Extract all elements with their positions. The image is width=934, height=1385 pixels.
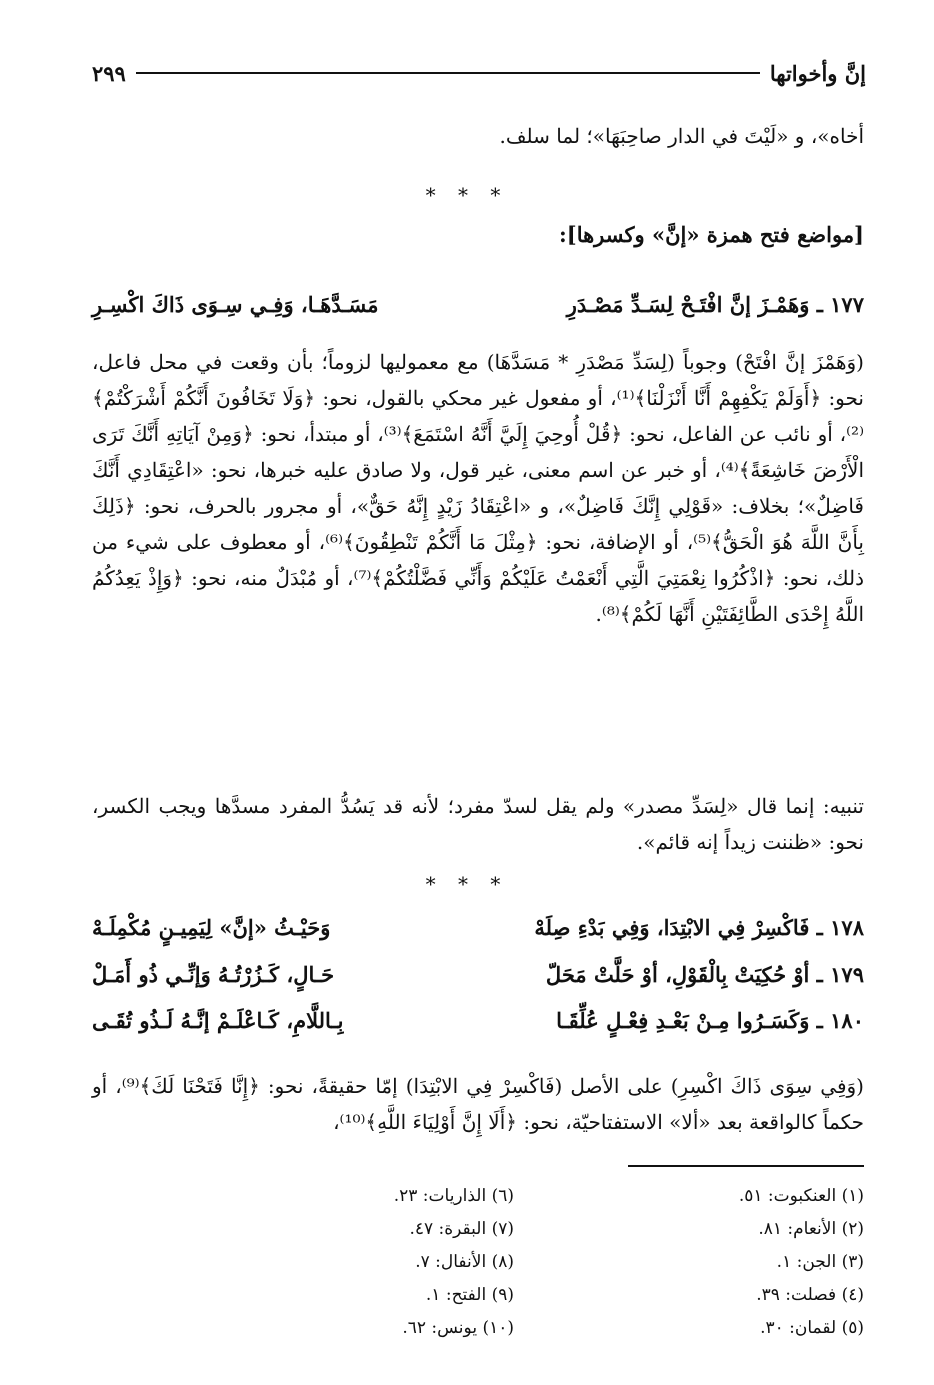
footnote: (٩) الفتح: ١. xyxy=(425,1285,514,1305)
section-separator-2: * * * xyxy=(425,872,509,896)
footnote-rule xyxy=(628,1165,864,1167)
header-rule xyxy=(136,72,760,74)
verse-179 xyxy=(92,962,864,998)
verse-178-first-hemistich: ١٧٨ ـ فَاكْسِرْ فِي الابْتِدَا، وَفِي بَدْءِ صِلَهْ xyxy=(534,915,864,940)
commentary-paragraph-2: (وَفِي سِوَى ذَاكَ اكْسِرِ) على الأصل (فَاكْسِرْ فِي الابْتِدَا) إمّا حقيقةً، نحو: ﴿إِنَّا فَتَحْنَا لَكَ﴾⁽⁹⁾، أو حكماً كالواقعة بعد «ألا» الاستفتاحيّة، نحو: ﴿أَلَا إِنَّ أَوْلِيَاءَ اللَّهِ﴾⁽¹⁰⁾، xyxy=(92,1074,864,1134)
section-heading: [مواضع فتح همزة «إنَّ» وكسرها]: xyxy=(559,222,864,247)
footnotes-right-column xyxy=(739,1180,864,1345)
verse-177 xyxy=(92,292,864,328)
verse-180-second-hemistich: بِـاللَّامِ، كَـاعْلَـمْ إنَّـهُ لَـذُو تُقَـى xyxy=(92,1008,344,1033)
verse-180 xyxy=(92,1008,864,1044)
commentary-paragraph-1: (وَهَمْزَ إنَّ افْتَحْ) وجوباً (لِسَدِّ مَصْدَرِ * مَسَدَّهَا) مع معموليها لزوماً؛ بأن وقعت في محل فاعل، نحو: ﴿أَوَلَمْ يَكْفِهِمْ أَنَّا أَنْزَلْنَا﴾⁽¹⁾، أو مفعول غير محكي بالقول، نحو: ﴿وَلَا تَخَافُونَ أَنَّكُمْ أَشْرَكْتُمْ﴾⁽²⁾، أو نائب عن الفاعل، نحو: ﴿قُلْ أُوحِيَ إِلَيَّ أَنَّهُ اسْتَمَعَ﴾⁽³⁾، أو مبتدأ، نحو: ﴿وَمِنْ آيَاتِهِ أَنَّكَ تَرَى الْأَرْضَ خَاشِعَةً﴾⁽⁴⁾، أو خبر عن اسم معنى، غير قول، ولا صادق عليه خبرها، نحو: «اعْتِقَادِي أَنَّكَ فَاضِلٌ»؛ بخلاف: «قَوْلِي إِنَّكَ فَاضِلٌ»، و «اعْتِقَادُ زَيْدٍ إِنَّهُ حَقٌّ»، أو مجرور بالحرف، نحو: ﴿ذَلِكَ بِأَنَّ اللَّهَ هُوَ الْحَقُّ﴾⁽⁵⁾، أو الإضافة، نحو: ﴿مِثْلَ مَا أَنَّكُمْ تَنْطِقُونَ﴾⁽⁶⁾، أو معطوف على شيء من ذلك، نحو: ﴿اذْكُرُوا نِعْمَتِيَ الَّتِي أَنْعَمْتُ عَلَيْكُمْ وَأَنِّي فَضَّلْتُكُمْ﴾⁽⁷⁾، أو مُبْدَلٌ منه، نحو: ﴿وَإِذْ يَعِدُكُمُ اللَّهُ إِحْدَى الطَّائِفَتَيْنِ أَنَّهَا لَكُمْ﴾⁽⁸⁾. xyxy=(92,350,864,626)
footnote: (٦) الذاريات: ٢٣. xyxy=(393,1186,514,1206)
verse-178-second-hemistich: وَحَيْـثُ «إنَّ» لِيَمِيـنٍ مُكْمِلَـهْ xyxy=(92,915,331,940)
verse-178 xyxy=(92,915,864,951)
verse-179-second-hemistich: حَـالٍ، كَـزُرْتُـهُ وَإنِّـي ذُو أَمَـلْ xyxy=(92,962,335,987)
footnote: (٤) فصلت: ٣٩. xyxy=(756,1285,864,1305)
verse-177-first-hemistich: ١٧٧ ـ وَهَمْـزَ إنَّ افْتَـحْ لِسَـدِّ مَصْـدَرِ xyxy=(566,292,864,317)
footnote: (٧) البقرة: ٤٧. xyxy=(409,1219,514,1239)
footnote: (٣) الجن: ١. xyxy=(776,1252,864,1272)
running-header xyxy=(92,58,866,88)
footnote: (١٠) يونس: ٦٢. xyxy=(402,1318,514,1338)
paragraph-top: أخاه»، و «لَيْتَ في الدار صاحِبَهَا»؛ لما سلف. xyxy=(499,124,864,148)
note-paragraph: تنبيه: إنما قال «لِسَدِّ مصدر» ولم يقل لسدّ مفرد؛ لأنه قد يَسُدُّ المفرد مسدَّها ويجب الكسر، نحو: «ظننت زيداً إنه قائم». xyxy=(92,794,864,854)
verse-179-first-hemistich: ١٧٩ ـ أوْ حُكِيَتْ بِالْقَوْلِ، أوْ حَلَّتْ مَحَلّ xyxy=(545,962,864,987)
footnote: (٢) الأنعام: ٨١. xyxy=(758,1219,864,1239)
footnote: (١) العنكبوت: ٥١. xyxy=(738,1186,864,1206)
chapter-title: إنَّ وأخواتها xyxy=(769,60,866,86)
section-separator: * * * xyxy=(425,183,509,207)
page-number: ٢٩٩ xyxy=(92,60,126,86)
footnotes-left-column xyxy=(394,1180,514,1345)
footnote: (٥) لقمان: ٣٠. xyxy=(760,1318,864,1338)
footnote: (٨) الأنفال: ٧. xyxy=(415,1252,514,1272)
verse-180-first-hemistich: ١٨٠ ـ وَكَسَـرُوا مِـنْ بَعْـدِ فِعْـلٍ عُلِّقَـا xyxy=(556,1008,864,1033)
verse-177-second-hemistich: مَسَـدَّهَـا، وَفِـي سِـوَى ذَاكَ اكْسِـرِ xyxy=(92,292,379,317)
